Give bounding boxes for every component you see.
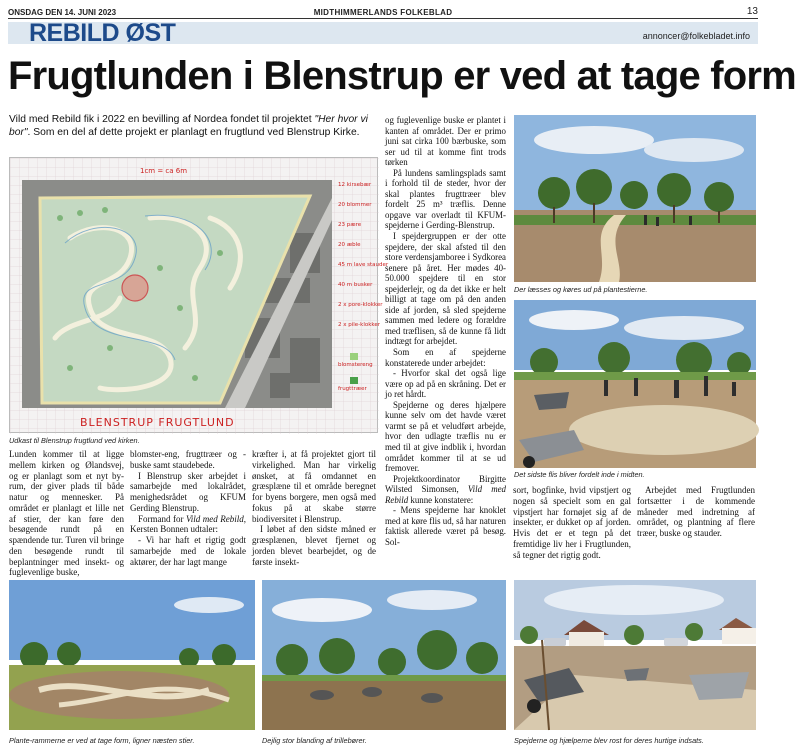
paragraph: På lundens samlingsplads samt i forhold til de steder, hvor der skal plantes frugttræer blev fordelt 25 m³ træflis. Denne opgave var overladt til KFUM-spejderne i Gerding-Blenstrup. bbox=[385, 167, 506, 231]
paragraph: blomster-eng, frugttræer og -buske samt staudebede. bbox=[130, 449, 246, 470]
photo3-caption: Plante-rammerne er ved at tage form, ligner næsten stier. bbox=[9, 736, 195, 745]
map-legend-item: 2 x pile-klokker bbox=[338, 322, 381, 328]
article-column-5 bbox=[513, 485, 631, 560]
photo-wheelbarrows bbox=[262, 580, 506, 730]
map-legend-item: 23 pære bbox=[338, 222, 362, 228]
map-legend-item: 20 blommer bbox=[338, 202, 372, 208]
issue-date: ONSDAG DEN 14. JUNI 2023 bbox=[8, 8, 117, 17]
map-legend-item: 20 æble bbox=[338, 242, 361, 248]
page-number: 13 bbox=[746, 6, 758, 17]
text: Projektkoordinator Birgitte Wilsted Simonsen, bbox=[385, 473, 506, 495]
org-name: Vild med Rebild bbox=[185, 513, 244, 524]
paragraph: Som en af spejderne konstaterede under arbejdet: bbox=[385, 347, 506, 368]
photo-spreading-wood-chips bbox=[514, 300, 756, 468]
article-column-2 bbox=[130, 449, 246, 567]
photo-planting-frames bbox=[9, 580, 255, 730]
article-column-3 bbox=[252, 449, 376, 567]
map-legend-item: blomstereng bbox=[338, 362, 373, 368]
article-column-4 bbox=[385, 115, 506, 547]
map-legend-item: 2 x pore-klokker bbox=[338, 302, 383, 308]
paragraph: - Mens spejderne har knoklet med at køre flis ud, så har naturen faktisk allerede været på besøg. Sol- bbox=[385, 505, 506, 547]
paragraph bbox=[385, 474, 506, 506]
map-legend-item: 45 m lave stauder bbox=[338, 262, 389, 268]
org-name: Vild med Rebild bbox=[385, 484, 506, 505]
map-legend-item: 40 m busker bbox=[338, 282, 373, 288]
paragraph bbox=[130, 514, 246, 536]
lead-paragraph bbox=[9, 114, 376, 140]
newspaper-name: MIDTHIMMERLANDS FOLKEBLAD bbox=[313, 8, 453, 17]
photo2-caption: Det sidste flis bliver fordelt inde i midten. bbox=[514, 470, 645, 479]
map-legend-item: frugttræer bbox=[338, 386, 367, 392]
map-caption: Udkast til Blenstrup frugtlund ved kirken. bbox=[9, 436, 140, 445]
paragraph: Arbejdet med Frugtlunden fortsætter i de kommende måneder med indretning af området, og plantning af flere træer, buske og stauder. bbox=[637, 485, 755, 538]
lead-text: Vild med Rebild fik i 2022 en bevilling af Nordea fondet til projektet bbox=[9, 114, 315, 125]
frugtlund-plan-drawing bbox=[9, 157, 389, 433]
text: , Kersten Bonnen udtaler: bbox=[130, 513, 246, 535]
text: kunne konstatere: bbox=[408, 494, 474, 505]
photo4-caption: Dejlig stor blanding af trillebører. bbox=[262, 736, 367, 745]
paragraph: sort, bogfinke, hvid vipstjert og nogen så specielt som en gal vipstjert har fornøjet sig af de insekter, er dukket op af jorden. Hvis det er et tegn på det fremtidige liv her i Frugtlunden, så tegner det rigtig godt. bbox=[513, 485, 631, 560]
headline: Frugtlunden i Blenstrup er ved at tage form bbox=[8, 54, 796, 98]
paragraph: Lunden kommer til at ligge mellem kirken og Ølandsvej, og er planlagt som et nyt by-rum, der giver plads til både natur og mennesker. På området er planlagt et lille net af stier, der kan føre den besøgende rundt på en spændende tur. Turen vil bringe den besøgende rundt til beplantninger med insekt- og fuglevenlige buske, bbox=[9, 449, 124, 578]
paragraph: Spejderne og deres hjælpere kunne selv om det havde været varmt se på et veludført arbejde, hvor den udlagte træflis nu er med til at give indblik i, hvordan området kommer til at se ud fremover. bbox=[385, 399, 506, 474]
lead-text-end: . Som en del af dette projekt er planlagt en frugtlund ved Blenstrup Kirke. bbox=[27, 126, 360, 138]
article-column-6 bbox=[637, 485, 755, 539]
paragraph: kræfter i, at få projektet gjort til virkelighed. Man har virkelig ønsket, at få omdannet en græsplæne til et område beregnet for byens borgere, men også med fokus på at skabe større biodiversitet i Blenstrup. bbox=[252, 449, 376, 524]
paragraph: og fuglevenlige buske er plantet i kanten af området. Der er primo juni sat cirka 100 bærbuske, som ser ud til at komme fint trods tørken bbox=[385, 115, 506, 168]
photo-scouts-and-helpers bbox=[514, 580, 756, 730]
section-title: REBILD ØST bbox=[29, 19, 176, 47]
paragraph: I løbet af den sidste måned er græsplænen, blevet fjernet og jorden blevet bearbejdet, og de første insekt- bbox=[252, 524, 376, 567]
photo-loading-wheelbarrows bbox=[514, 115, 756, 282]
paragraph: I Blenstrup sker arbejdet i samarbejde med lokalrådet, menighedsrådet og KFUM Gerding Blenstrup. bbox=[130, 470, 246, 513]
map-title: BLENSTRUP FRUGTLUND bbox=[80, 416, 235, 429]
map-legend-item: 12 kirsebær bbox=[338, 182, 372, 188]
paragraph: - Hvorfor skal det også lige være op ad på en skråning. Det er jo ret hårdt. bbox=[385, 368, 506, 400]
paragraph: I spejdergruppen er der otte spejdere, der skal afsted til den store verdensjamboree i Sydkorea senere på året. Her mødes 40-50.000 spejdere til en stor spejderlejr, og da det ikke er helt billigt at tage om på den anden side af jorden, så sled spejderne sammen med ledere og forældre med træflisen, så de kunne få lidt indtægt for arbejdet. bbox=[385, 231, 506, 347]
text: Formand for bbox=[138, 513, 186, 524]
lead-project-name: "Her hvor vi bor" bbox=[9, 114, 368, 138]
paragraph: - Vi har haft et rigtig godt samarbejde med de lokale aktører, der har lagt mange bbox=[130, 535, 246, 567]
article-column-1 bbox=[9, 449, 124, 578]
map-scale-note: 1cm = ca 6m bbox=[140, 167, 188, 175]
contact-email[interactable]: annoncer@folkebladet.info bbox=[642, 31, 750, 41]
photo5-caption: Spejderne og hjælperne blev rost for deres hurtige indsats. bbox=[514, 736, 704, 745]
photo1-caption: Der læsses og køres ud på plantestierne. bbox=[514, 285, 648, 294]
